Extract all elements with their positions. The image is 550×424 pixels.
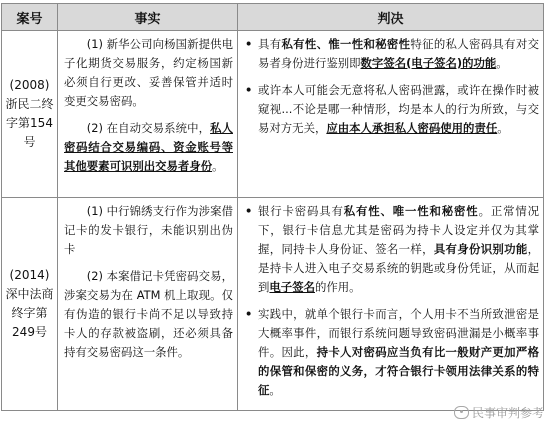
header-judgment: 判决: [238, 4, 544, 31]
facts-cell: [58, 31, 238, 198]
case-number: (2008) 浙民二终字第154号: [2, 31, 58, 198]
fact-paragraph: (1) 中行锦绣支行作为涉案借记卡的发卡银行，未能识别出伪卡: [64, 204, 233, 256]
judgment-cell: [238, 31, 544, 198]
emphasis-text: 私人密码结合交易编码、资金账号等其他要素可识别出交易者身份: [64, 121, 233, 173]
judgment-bullet: • 实践中，就单个银行卡而言，个人用卡不当所致泄密是大概率事件，而银行系统问题导致密码泄漏是小概率事件。因此，持卡人对密码应当负有比一般财产更加严格的保管和保密的义务，才符合银行卡领用法律关系的特征。: [242, 305, 539, 400]
emphasis-text: 数字签名(电子签名)的功能: [360, 56, 497, 70]
header-facts: 事实: [58, 4, 238, 31]
case-number: (2014) 深中法商终字第249号: [2, 198, 58, 411]
table-row: [2, 198, 544, 411]
fact-paragraph: (2) 本案借记卡凭密码交易，涉案交易为在 ATM 机上取现。仅有伪造的银行卡尚不足以导致持卡人的存款被盗刷，还必须具备持有交易密码这一条件。: [64, 269, 233, 359]
judgment-cell: [238, 198, 544, 411]
judgment-bullet: • 具有私有性、惟一性和秘密性特征的私人密码具有对交易者身份进行鉴别即数字签名(电子签名)的功能。: [242, 35, 539, 73]
emphasis-text: 持卡人对密码应当负有比一般财产更加严格的保管和保密的义务，才符合银行卡领用法律关系的特征: [258, 345, 539, 397]
emphasis-text: 电子签名: [269, 280, 315, 294]
fact-paragraph: (1) 新华公司向杨国新提供电子化期货交易服务，约定杨国新必须自行更改、妥善保管并适时变更交易密码。: [64, 37, 233, 108]
table-header-row: [2, 4, 544, 31]
judgment-bullet: • 或许本人可能会无意将私人密码泄露，或许在操作时被窥视...不论是哪一种情形，均是本人的行为所致，与交易对方无关，应由本人承担私人密码使用的责任。: [242, 81, 539, 138]
watermark-text: 民事审判参考: [471, 406, 544, 420]
judgment-bullet: • 银行卡密码具有私有性、唯一性和秘密性。正常情况下，银行卡信息尤其是密码为持卡人设定并仅为其掌握，同持卡人身份证、签名一样，具有身份识别功能，是持卡人进入电子交易系统的钥匙或身份凭证，从而起到电子签名的作用。: [242, 202, 539, 297]
table-row: [2, 31, 544, 198]
emphasis-text: 私有性、唯一性和秘密性: [343, 204, 479, 218]
case-table: [1, 3, 544, 411]
header-case-no: 案号: [2, 4, 58, 31]
facts-cell: [58, 198, 238, 411]
fact-paragraph: (2) 在自动交易系统中，私人密码结合交易编码、资金账号等其他要素可识别出交易者身份。: [64, 121, 233, 173]
wechat-icon: [454, 406, 469, 419]
emphasis-text: 应由本人承担私人密码使用的责任: [326, 121, 498, 135]
emphasis-text: 私有性、惟一性和秘密性: [281, 37, 411, 51]
emphasis-text: 具有身份识别功能: [433, 242, 528, 256]
watermark: [454, 404, 544, 421]
